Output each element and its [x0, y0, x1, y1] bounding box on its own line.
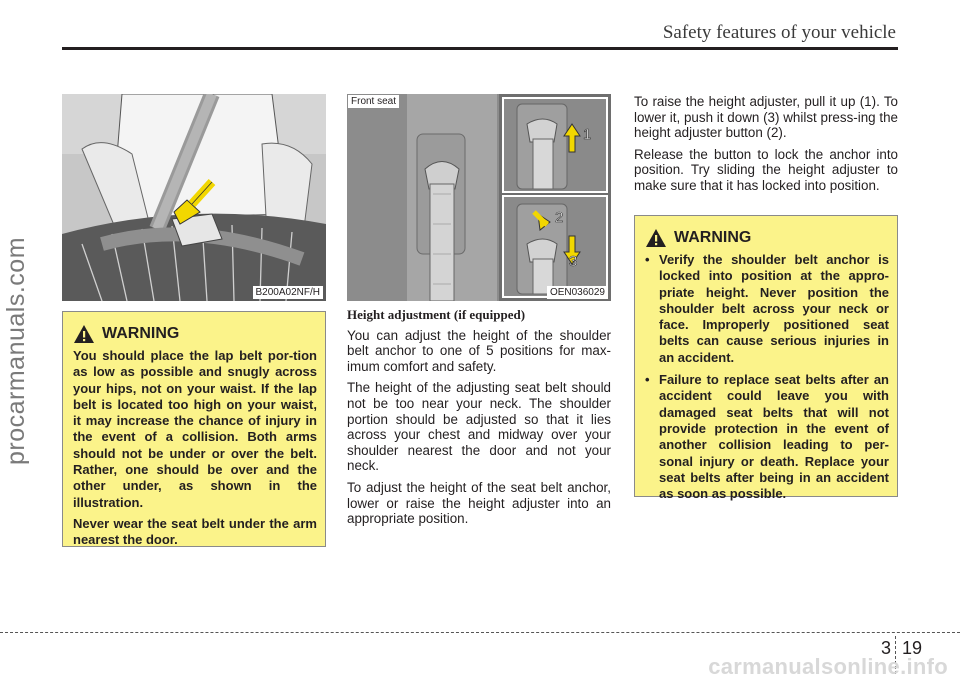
body-paragraph: You can adjust the height of the shoulder belt anchor to one of 5 positions for max-imum comfort and safety. [347, 327, 611, 374]
warning-title: WARNING [674, 228, 752, 246]
warning-title: WARNING [102, 324, 180, 342]
warning-list-item [645, 252, 889, 366]
warning-list-text: Verify the shoulder belt anchor is locked into position at the appro-priate height. Never position the shoulder belt across your neck or face. Improperly positioned seat belts can cause serious injuries in an accident. [659, 252, 889, 365]
warning-triangle-icon [645, 228, 667, 248]
figure-code: B200A02NF/H [253, 286, 323, 299]
body-paragraph: The height of the adjusting seat belt should not be too near your neck. The shoulder portion should be adjusted so that it lies across your chest and midway over your shoulder nearest the door and not your neck. [347, 380, 611, 474]
warning-triangle-icon [73, 324, 95, 344]
warning-box-right [634, 215, 898, 502]
lap-belt-drawing [62, 94, 326, 301]
callout-2: 2 [555, 209, 564, 226]
warning-heading [645, 228, 889, 248]
footer-watermark: carmanualsonline.info [708, 654, 948, 679]
page-header-title: Safety features of your vehicle [662, 22, 896, 43]
figure-tag: Front seat [348, 95, 399, 108]
body-paragraph: To adjust the height of the seat belt anchor, lower or raise the height adjuster into an appropriate position. [347, 479, 611, 527]
warning-heading [73, 324, 317, 344]
warning-box-left [62, 311, 326, 547]
header-rule [62, 47, 898, 50]
right-column [634, 94, 898, 200]
warning-paragraph: You should place the lap belt por-tion as low as possible and snugly across your hips, not on your waist. If the lap belt is located too high on your waist, it may increase the chance of injury in the event of a collision. Both arms should not be under or over the belt. Rather, one should be over and the other under, as shown in the illustration. [73, 348, 317, 510]
side-watermark: procarmanuals.com [2, 236, 30, 465]
callout-1: 1 [583, 126, 592, 143]
warning-list [645, 252, 889, 502]
bullet-icon: • [645, 252, 650, 267]
middle-column [347, 307, 611, 533]
section-subheading: Height adjustment (if equipped) [347, 307, 526, 322]
chapter-number: 3 [881, 638, 892, 658]
callout-3: 3 [569, 253, 578, 270]
bullet-icon: • [645, 372, 650, 388]
warning-list-text: Failure to replace seat belts after an accident could leave you with damaged seat belts that will not provide protection in the event of another collision leading to per-sonal injury or death. Replace your seat belts after being in an accident as soon as possible. [659, 372, 889, 502]
body-paragraph: To raise the height adjuster, pull it up (1). To lower it, push it down (3) whilst press-ing the height adjuster button (2). [634, 94, 898, 141]
height-adjuster-illustration [347, 94, 611, 301]
footer-rule [0, 632, 960, 633]
warning-list-item [645, 372, 889, 502]
warning-paragraph: Never wear the seat belt under the arm nearest the door. [73, 515, 317, 548]
body-paragraph: Release the button to lock the anchor into position. Try sliding the height adjuster to make sure that it has locked into position. [634, 146, 898, 193]
lap-belt-illustration [62, 94, 326, 301]
page-number: 19 [902, 638, 923, 658]
height-adjuster-drawing [347, 94, 611, 301]
figure-code: OEN036029 [547, 286, 608, 299]
